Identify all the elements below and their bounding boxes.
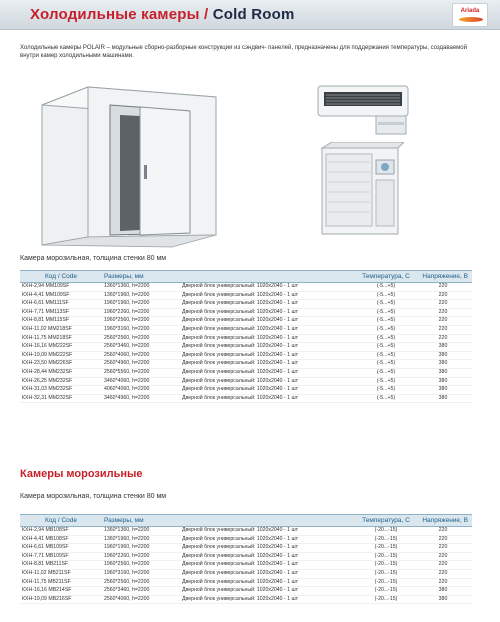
cell-door: Дверной блок универсальный: 1020х2040 - 1 шт — [180, 587, 358, 596]
cell-voltage: 220 — [414, 578, 472, 587]
table-row — [20, 368, 472, 377]
cell-voltage: 220 — [414, 527, 472, 536]
header-door — [180, 271, 358, 283]
cell-temperature: (-20...-15) — [358, 527, 414, 536]
cell-door: Дверной блок универсальный: 1020х2040 - 1 шт — [180, 595, 358, 604]
table-row — [20, 377, 472, 386]
cell-voltage: 380 — [414, 368, 472, 377]
cell-temperature: (-5...+5) — [358, 317, 414, 326]
cell-voltage: 380 — [414, 595, 472, 604]
cell-temperature: (-20...-15) — [358, 587, 414, 596]
cell-size: 1960*1960, h=2200 — [102, 544, 180, 553]
table2-caption: Камера морозильная, толщина стенки 80 мм — [20, 493, 167, 500]
cell-temperature: (-20...-15) — [358, 561, 414, 570]
table-row — [20, 394, 472, 403]
cell-voltage: 220 — [414, 291, 472, 300]
header-size: Размеры, мм — [102, 515, 180, 527]
brand-logo — [452, 3, 488, 27]
cell-door: Дверной блок универсальный: 1020х2040 - 1 шт — [180, 343, 358, 352]
cell-code: КХН-7,71 ММ113SF — [20, 308, 102, 317]
cell-size: 1360*1360, h=2200 — [102, 527, 180, 536]
cell-code: КХН-32,31 ММ232SF — [20, 394, 102, 403]
cell-temperature: (-5...+5) — [358, 386, 414, 395]
page-title — [30, 6, 295, 23]
cell-code: КХН-2,94 МВ108SF — [20, 527, 102, 536]
header-voltage: Напряжение, В — [414, 271, 472, 283]
table-row — [20, 544, 472, 553]
cell-temperature: (-20...-15) — [358, 578, 414, 587]
cell-temperature: (-5...+5) — [358, 360, 414, 369]
brand-logo-swoosh-icon — [459, 17, 483, 22]
cell-temperature: (-5...+5) — [358, 394, 414, 403]
cell-voltage: 220 — [414, 308, 472, 317]
cell-size: 2560*4060, h=2200 — [102, 351, 180, 360]
cell-size: 1960*3160, h=2200 — [102, 569, 180, 578]
cell-code: КХН-28,44 ММ232SF — [20, 368, 102, 377]
cell-temperature: (-5...+5) — [358, 351, 414, 360]
cell-code: КХН-6,61 ММ111SF — [20, 300, 102, 309]
cell-voltage: 380 — [414, 343, 472, 352]
cell-temperature: (-20...-15) — [358, 569, 414, 578]
page-title-en: Cold Room — [212, 6, 295, 23]
cell-size: 2560*4060, h=2200 — [102, 595, 180, 604]
cell-temperature: (-5...+5) — [358, 377, 414, 386]
header-door — [180, 515, 358, 527]
table-row — [20, 291, 472, 300]
cell-size: 1960*2560, h=2200 — [102, 561, 180, 570]
cell-code: КХН-23,50 ММ226SF — [20, 360, 102, 369]
table2-body — [20, 527, 472, 604]
cell-size: 1960*2260, h=2200 — [102, 308, 180, 317]
cell-temperature: (-20...-15) — [358, 535, 414, 544]
header-code: Код / Code — [20, 515, 102, 527]
cell-door: Дверной блок универсальный: 1020х2040 - 1 шт — [180, 291, 358, 300]
cell-voltage: 220 — [414, 334, 472, 343]
cell-size: 3460*4960, h=2200 — [102, 394, 180, 403]
cell-door: Дверной блок универсальный: 1020х2040 - 1 шт — [180, 386, 358, 395]
header-bar — [0, 0, 500, 30]
table1-caption: Камера морозильная, толщина стенки 80 мм — [20, 255, 167, 262]
cell-door: Дверной блок универсальный: 1020х2040 - 1 шт — [180, 368, 358, 377]
cell-voltage: 380 — [414, 377, 472, 386]
cell-code: КХН-16,16 МВ214SF — [20, 587, 102, 596]
cell-door: Дверной блок универсальный: 1020х2040 - 1 шт — [180, 578, 358, 587]
cell-size: 2560*4960, h=2200 — [102, 360, 180, 369]
cell-size: 2560*2560, h=2200 — [102, 334, 180, 343]
cell-door: Дверной блок универсальный: 1020х2040 - 1 шт — [180, 561, 358, 570]
table-row — [20, 386, 472, 395]
table-row — [20, 561, 472, 570]
cell-door: Дверной блок универсальный: 1020х2040 - 1 шт — [180, 569, 358, 578]
cell-door: Дверной блок универсальный: 1020х2040 - 1 шт — [180, 394, 358, 403]
cell-size: 1960*2260, h=2200 — [102, 552, 180, 561]
cell-code: КХН-8,81 МВ211SF — [20, 561, 102, 570]
refrigeration-unit-image-1 — [316, 78, 412, 138]
cell-temperature: (-20...-15) — [358, 552, 414, 561]
cell-door: Дверной блок универсальный: 1020х2040 - 1 шт — [180, 334, 358, 343]
cell-temperature: (-5...+5) — [358, 343, 414, 352]
cell-door: Дверной блок универсальный: 1020х2040 - 1 шт — [180, 360, 358, 369]
cell-code: КХН-19,09 МВ216SF — [20, 595, 102, 604]
cell-door: Дверной блок универсальный: 1020х2040 - 1 шт — [180, 544, 358, 553]
cell-code: КХН-4,41 МВ108SF — [20, 535, 102, 544]
cell-door: Дверной блок универсальный: 1020х2040 - 1 шт — [180, 300, 358, 309]
cell-voltage: 220 — [414, 300, 472, 309]
cell-code: КХН-16,16 ММ222SF — [20, 343, 102, 352]
cell-door: Дверной блок универсальный: 1020х2040 - 1 шт — [180, 535, 358, 544]
cell-code: КХН-11,02 ММ218SF — [20, 325, 102, 334]
cold-room-image — [40, 85, 220, 250]
cell-door: Дверной блок универсальный: 1020х2040 - 1 шт — [180, 377, 358, 386]
cell-door: Дверной блок универсальный: 1020х2040 - 1 шт — [180, 527, 358, 536]
header-voltage: Напряжение, В — [414, 515, 472, 527]
cell-code: КХН-7,71 МВ109SF — [20, 552, 102, 561]
cell-code: КХН-11,75 ММ218SF — [20, 334, 102, 343]
cell-size: 2560*3460, h=2200 — [102, 343, 180, 352]
table-row — [20, 535, 472, 544]
table-row — [20, 317, 472, 326]
table-row — [20, 569, 472, 578]
cell-size: 1960*2560, h=2200 — [102, 317, 180, 326]
table-row — [20, 351, 472, 360]
table-row — [20, 595, 472, 604]
cell-code: КХН-31,03 ММ232SF — [20, 386, 102, 395]
cell-voltage: 220 — [414, 283, 472, 292]
cell-voltage: 220 — [414, 535, 472, 544]
cell-temperature: (-5...+5) — [358, 325, 414, 334]
header-size: Размеры, мм — [102, 271, 180, 283]
cell-door: Дверной блок универсальный: 1020х2040 - 1 шт — [180, 325, 358, 334]
cell-voltage: 380 — [414, 394, 472, 403]
cell-temperature: (-5...+5) — [358, 291, 414, 300]
cell-voltage: 220 — [414, 544, 472, 553]
cell-voltage: 220 — [414, 552, 472, 561]
cell-temperature: (-5...+5) — [358, 308, 414, 317]
page-title-ru: Холодильные камеры / — [30, 6, 213, 23]
cell-voltage: 220 — [414, 561, 472, 570]
table-row — [20, 325, 472, 334]
table1-body — [20, 283, 472, 403]
refrigeration-unit-image-2 — [318, 142, 404, 242]
table-row — [20, 343, 472, 352]
table-row — [20, 300, 472, 309]
cell-code: КХН-6,61 МВ109SF — [20, 544, 102, 553]
cell-temperature: (-5...+5) — [358, 283, 414, 292]
cell-size: 2560*2560, h=2200 — [102, 578, 180, 587]
header-temperature: Температура, С — [358, 271, 414, 283]
cell-door: Дверной блок универсальный: 1020х2040 - 1 шт — [180, 351, 358, 360]
table-row — [20, 334, 472, 343]
cell-size: 1960*1960, h=2200 — [102, 300, 180, 309]
table-row — [20, 308, 472, 317]
cell-door: Дверной блок универсальный: 1020х2040 - 1 шт — [180, 283, 358, 292]
cell-size: 1360*1360, h=2200 — [102, 283, 180, 292]
cell-voltage: 380 — [414, 587, 472, 596]
cell-size: 1360*1960, h=2200 — [102, 535, 180, 544]
cell-size: 1960*3160, h=2200 — [102, 325, 180, 334]
table-row — [20, 360, 472, 369]
cell-door: Дверной блок универсальный: 1020х2040 - 1 шт — [180, 308, 358, 317]
cell-temperature: (-20...-15) — [358, 595, 414, 604]
cell-code: КХН-19,09 ММ222SF — [20, 351, 102, 360]
intro-text: Холодильные камеры POLAIR – модульные сборно-разборные конструкции из сэндвич- панелей, предназначены для поддержания температуры, создаваемой внутри камер холодильными машинами. — [20, 45, 467, 59]
cell-temperature: (-5...+5) — [358, 334, 414, 343]
table-row — [20, 552, 472, 561]
brand-logo-text: Ariada — [460, 8, 480, 14]
cell-voltage: 380 — [414, 386, 472, 395]
cell-temperature: (-5...+5) — [358, 368, 414, 377]
cell-temperature: (-5...+5) — [358, 300, 414, 309]
spec-table-chilled — [20, 270, 472, 403]
cell-door: Дверной блок универсальный: 1020х2040 - 1 шт — [180, 317, 358, 326]
section-title-freezer: Камеры морозильные — [20, 468, 143, 480]
cell-size: 2560*3460, h=2200 — [102, 587, 180, 596]
cell-size: 2560*5560, h=2200 — [102, 368, 180, 377]
table-row — [20, 578, 472, 587]
table-header-row — [20, 515, 472, 527]
spec-table-freezer — [20, 514, 472, 604]
cell-code: КХН-26,25 ММ232SF — [20, 377, 102, 386]
cell-voltage: 220 — [414, 317, 472, 326]
header-code: Код / Code — [20, 271, 102, 283]
cell-voltage: 220 — [414, 569, 472, 578]
table-row — [20, 283, 472, 292]
cell-size: 1360*1960, h=2200 — [102, 291, 180, 300]
cell-code: КХН-4,41 ММ109SF — [20, 291, 102, 300]
cell-voltage: 380 — [414, 351, 472, 360]
cell-temperature: (-20...-15) — [358, 544, 414, 553]
cell-code: КХН-8,81 ММ115SF — [20, 317, 102, 326]
table-row — [20, 527, 472, 536]
table-header-row — [20, 271, 472, 283]
cell-voltage: 220 — [414, 325, 472, 334]
cell-code: КХН-11,02 МВ211SF — [20, 569, 102, 578]
cell-door: Дверной блок универсальный: 1020х2040 - 1 шт — [180, 552, 358, 561]
cell-size: 3460*4060, h=2200 — [102, 377, 180, 386]
header-temperature: Температура, С — [358, 515, 414, 527]
cell-size: 4060*4060, h=2200 — [102, 386, 180, 395]
cell-voltage: 380 — [414, 360, 472, 369]
table-row — [20, 587, 472, 596]
cell-code: КХН-2,94 ММ109SF — [20, 283, 102, 292]
cell-code: КХН-11,75 МВ211SF — [20, 578, 102, 587]
